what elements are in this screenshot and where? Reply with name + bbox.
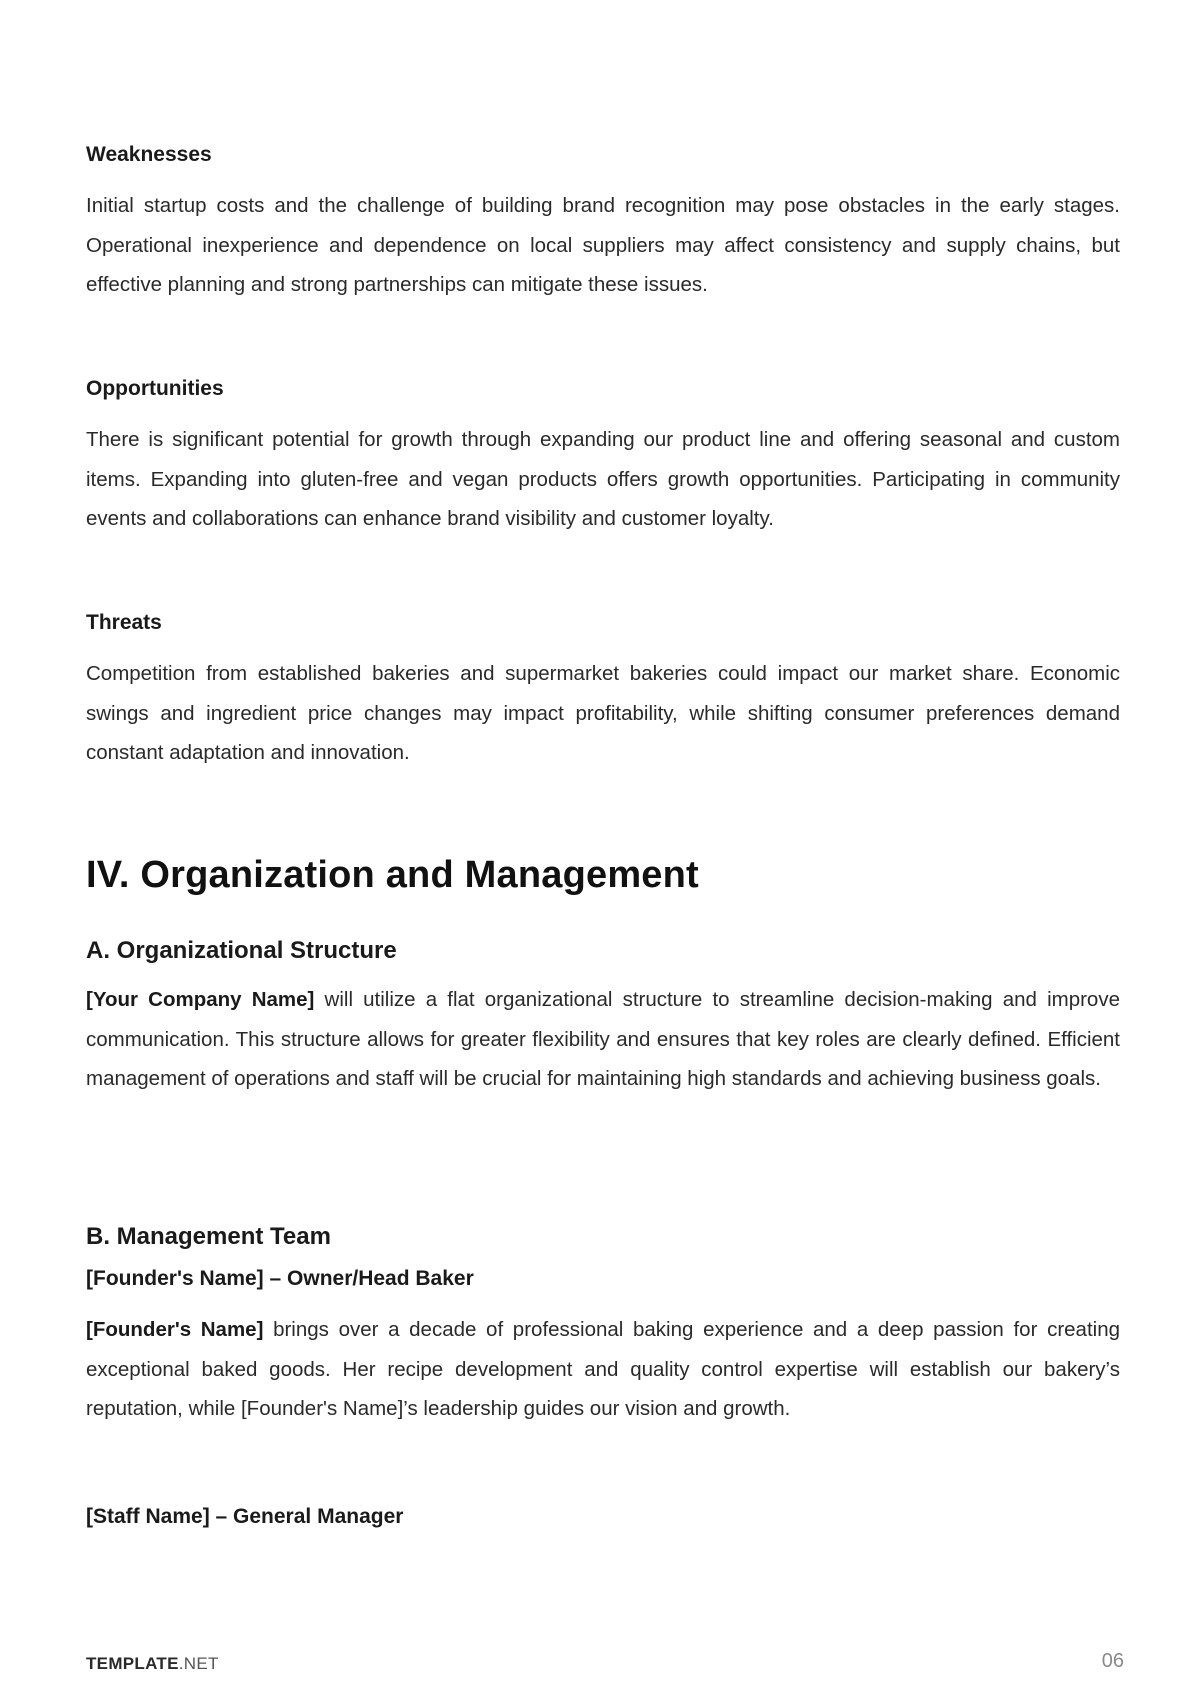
founder-name-placeholder: [Founder's Name]	[86, 1318, 264, 1341]
weaknesses-title: Weaknesses	[86, 143, 212, 166]
founder-role-title: [Founder's Name] – Owner/Head Baker	[86, 1267, 474, 1290]
section-title: IV. Organization and Management	[86, 854, 699, 896]
org-structure-body: will utilize a flat organizational structure to streamline decision-making and improve communication. This structure allows for greater flexibility and ensures that key roles are clearly defined. Efficient management of operations and staff will be crucial for maintaining high standards and achieving business goals.	[86, 988, 1120, 1090]
founder-bio-body: brings over a decade of professional baking experience and a deep passion for creating exceptional baked goods. Her recipe development and quality control expertise will establish our bakery’s reputation, while [Founder's Name]’s leadership guides our vision and growth.	[86, 1318, 1121, 1420]
opportunities-text: There is significant potential for growth through expanding our product line and offering seasonal and custom items. Expanding into gluten-free and vegan products offers growth opportunities. Participating in community events and collaborations can enhance brand visibility and customer loyalty.	[86, 428, 1120, 530]
weaknesses-text: Initial startup costs and the challenge of building brand recognition may pose obstacles in the early stages. Operational inexperience and dependence on local suppliers may affect consistency and supply chains, but effective planning and strong partnerships can mitigate these issues.	[86, 194, 1120, 296]
org-structure-heading: A. Organizational Structure	[86, 937, 397, 964]
org-structure-text	[86, 980, 1120, 1099]
weaknesses-section	[86, 140, 1120, 305]
org-structure-section	[86, 934, 1120, 1099]
page-number: 06	[1101, 1650, 1124, 1672]
management-team-section	[86, 1220, 1120, 1429]
staff-section	[86, 1502, 1120, 1532]
company-name-placeholder: [Your Company Name]	[86, 988, 315, 1011]
opportunities-title: Opportunities	[86, 377, 224, 400]
staff-role-title: [Staff Name] – General Manager	[86, 1505, 404, 1528]
founder-bio	[86, 1310, 1120, 1429]
threats-section	[86, 608, 1120, 773]
threats-title: Threats	[86, 611, 162, 634]
opportunities-section	[86, 374, 1120, 539]
logo-text-strong: TEMPLATE	[86, 1654, 179, 1673]
logo-text-light: .NET	[178, 1654, 219, 1673]
template-net-logo	[86, 1654, 219, 1674]
management-team-heading: B. Management Team	[86, 1223, 331, 1250]
threats-text: Competition from established bakeries and supermarket bakeries could impact our market share. Economic swings and ingredient price changes may impact profitability, while shifting consumer preferences demand constant adaptation and innovation.	[86, 662, 1120, 764]
